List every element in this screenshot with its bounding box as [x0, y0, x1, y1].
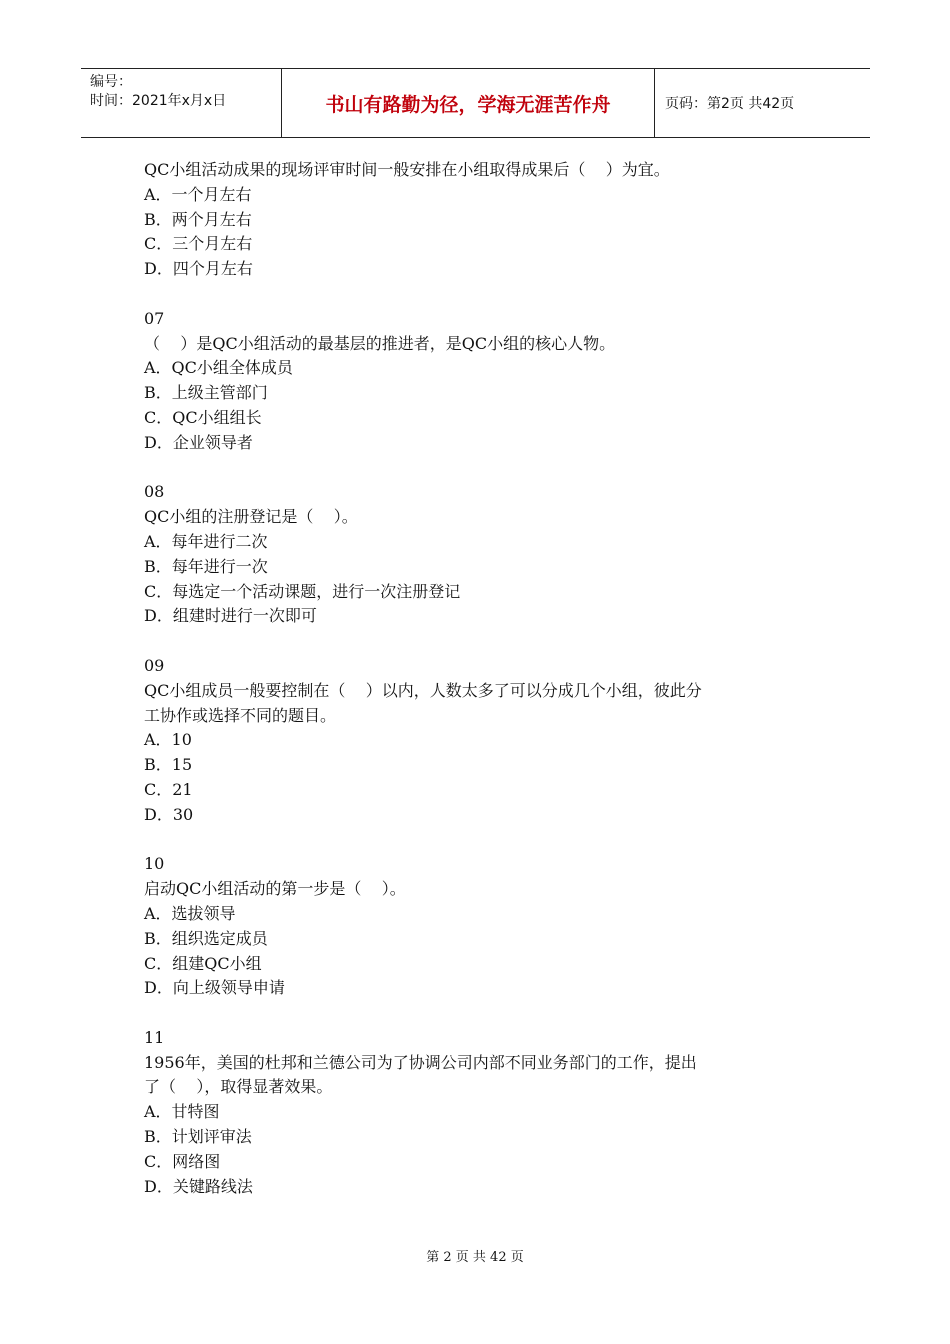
question-block	[144, 1026, 824, 1200]
option-a: A．10	[144, 730, 192, 750]
header-page-cell	[655, 69, 870, 137]
question-number: 11	[144, 1027, 165, 1047]
motto: 书山有路勤为径，学海无涯苦作舟	[325, 93, 611, 116]
question-block	[144, 158, 824, 282]
option-a: A．甘特图	[144, 1102, 220, 1122]
option-b: B．组织选定成员	[144, 928, 268, 948]
option-d: D．向上级领导申请	[144, 978, 285, 998]
option-c: C．组建QC小组	[144, 953, 262, 973]
question-stem-continued: 工协作或选择不同的题目。	[144, 705, 337, 725]
question-block	[144, 307, 824, 456]
header-table	[81, 68, 870, 138]
option-d: D．30	[144, 804, 194, 824]
option-c: C．每选定一个活动课题，进行一次注册登记	[144, 581, 461, 601]
option-c: C．网络图	[144, 1151, 221, 1171]
option-b: B．计划评审法	[144, 1127, 252, 1147]
question-stem: （ ）是QC小组活动的最基层的推进者，是QC小组的核心人物。	[144, 333, 616, 353]
footer-page-number: 第 2 页 共 42 页	[426, 1250, 524, 1265]
option-d: D．组建时进行一次即可	[144, 606, 317, 626]
question-number: 08	[144, 482, 165, 502]
option-b: B．上级主管部门	[144, 383, 268, 403]
option-b: B．15	[144, 755, 193, 775]
question-stem: QC小组活动成果的现场评审时间一般安排在小组取得成果后（ ）为宜。	[144, 160, 670, 179]
option-a: A．每年进行二次	[144, 531, 268, 551]
question-number: 10	[144, 854, 165, 874]
option-a: A．一个月左右	[144, 184, 252, 204]
option-c: C．QC小组组长	[144, 407, 262, 427]
option-b: B．两个月左右	[144, 209, 252, 229]
question-stem: 1956年，美国的杜邦和兰德公司为了协调公司内部不同业务部门的工作，提出	[144, 1052, 697, 1072]
option-c: C．21	[144, 779, 193, 799]
question-block	[144, 654, 824, 828]
option-a: A．QC小组全体成员	[144, 358, 293, 378]
option-d: D．关键路线法	[144, 1176, 253, 1196]
question-list	[144, 158, 824, 1224]
question-block	[144, 852, 824, 1001]
option-d: D．四个月左右	[144, 259, 253, 279]
question-stem: QC小组的注册登记是（ ）。	[144, 507, 358, 527]
option-c: C．三个月左右	[144, 234, 253, 254]
question-stem-continued: 了（ ），取得显著效果。	[144, 1077, 333, 1097]
page-info: 页码：第2页 共42页	[665, 96, 795, 112]
question-stem: QC小组成员一般要控制在（ ）以内，人数太多了可以分成几个小组，彼此分	[144, 680, 702, 700]
option-d: D．企业领导者	[144, 432, 253, 452]
option-a: A．选拔领导	[144, 903, 236, 923]
serial-label: 编号：	[90, 74, 132, 90]
question-number: 07	[144, 308, 165, 328]
header-motto-cell	[282, 69, 655, 137]
page-footer	[0, 1246, 950, 1265]
question-block	[144, 480, 824, 629]
header-meta-cell	[81, 69, 282, 137]
time-label: 时间：2021年x月x日	[90, 93, 227, 109]
question-number: 09	[144, 655, 165, 675]
option-b: B．每年进行一次	[144, 556, 268, 576]
question-stem: 启动QC小组活动的第一步是（ ）。	[144, 879, 406, 899]
